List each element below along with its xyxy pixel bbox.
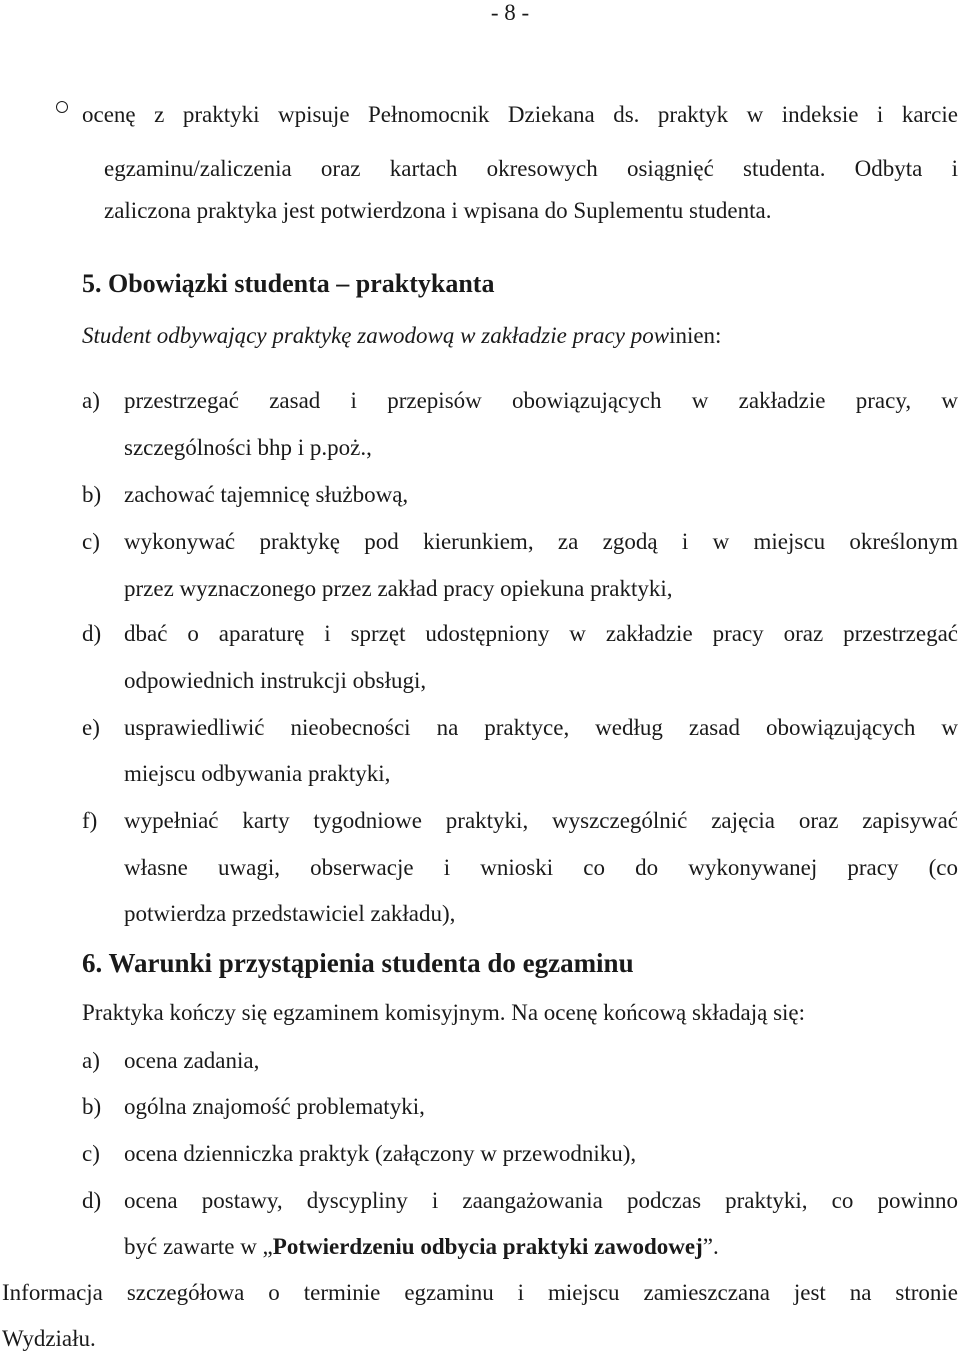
s6-item-d-bold: Potwierdzeniu odbycia praktyki zawodowej — [272, 1234, 703, 1259]
s6-item-d-line-1: ocena postawy, dyscypliny i zaangażowania podczas praktyki, co powinno — [124, 1188, 958, 1213]
item-a-line-1: przestrzegać zasad i przepisów obowiązujących w zakładzie pracy, w — [124, 388, 958, 413]
s6-item-d-line-2 — [124, 1224, 719, 1270]
s6-item-c-letter: c) — [82, 1141, 100, 1166]
section-6-heading: 6. Warunki przystąpienia studenta do egzaminu — [82, 948, 634, 978]
item-d-letter: d) — [82, 621, 102, 646]
section-5-intro — [82, 313, 721, 359]
item-c-letter: c) — [82, 529, 100, 554]
footer-line-2: Wydziału. — [2, 1326, 96, 1351]
footer-line-1: Informacja szczegółowa o terminie egzaminu i miejscu zamieszczana jest na stronie — [2, 1280, 958, 1305]
section-6-intro: Praktyka kończy się egzaminem komisyjnym. Na ocenę końcową składają się: — [82, 1000, 806, 1025]
s6-item-d-letter: d) — [82, 1188, 102, 1213]
item-c-line-2: przez wyznaczonego przez zakład pracy opiekuna praktyki, — [124, 576, 673, 601]
item-e-line-2: miejscu odbywania praktyki, — [124, 761, 391, 786]
item-c-line-1: wykonywać praktykę pod kierunkiem, za zgodą i w miejscu określonym — [124, 529, 958, 554]
item-f-line-2: własne uwagi, obserwacje i wnioski co do wykonywanej pracy (co — [124, 855, 958, 880]
item-b-letter: b) — [82, 482, 102, 507]
item-a-line-2: szczególności bhp i p.poż., — [124, 435, 372, 460]
item-e-letter: e) — [82, 715, 100, 740]
section-5-intro-italic: Student odbywający praktykę zawodową w zakładzie pracy pow — [82, 323, 670, 348]
s6-item-b-letter: b) — [82, 1094, 102, 1119]
item-a-letter: a) — [82, 388, 100, 413]
s6-item-d-suffix: ”. — [702, 1234, 719, 1259]
item-d-line-2: odpowiednich instrukcji obsługi, — [124, 668, 427, 693]
s6-item-b-text: ogólna znajomość problematyki, — [124, 1094, 425, 1119]
item-f-line-3: potwierdza przedstawiciel zakładu), — [124, 901, 456, 926]
bullet-icon — [56, 101, 68, 113]
item-b-line-1: zachować tajemnicę służbową, — [124, 482, 409, 507]
bullet-text-line-2: egzaminu/zaliczenia oraz kartach okresowych osiągnięć studenta. Odbyta i — [104, 156, 958, 181]
page-number: - 8 - — [490, 0, 530, 25]
item-d-line-1: dbać o aparaturę i sprzęt udostępniony w zakładzie pracy oraz przestrzegać — [124, 621, 958, 646]
s6-item-a-letter: a) — [82, 1048, 100, 1073]
s6-item-c-text: ocena dzienniczka praktyk (załączony w przewodniku), — [124, 1141, 637, 1166]
s6-item-a-text: ocena zadania, — [124, 1048, 260, 1073]
bullet-text-line-1: ocenę z praktyki wpisuje Pełnomocnik Dziekana ds. praktyk w indeksie i karcie — [82, 102, 958, 127]
item-f-letter: f) — [82, 808, 98, 833]
item-e-line-1: usprawiedliwić nieobecności na praktyce, według zasad obowiązujących w — [124, 715, 958, 740]
section-5-intro-tail: inien: — [669, 323, 722, 348]
section-5-heading: 5. Obowiązki studenta – praktykanta — [82, 269, 495, 298]
bullet-text-line-3: zaliczona praktyka jest potwierdzona i wpisana do Suplementu studenta. — [104, 198, 772, 223]
s6-item-d-prefix: być zawarte w „ — [124, 1234, 273, 1259]
item-f-line-1: wypełniać karty tygodniowe praktyki, wyszczególnić zajęcia oraz zapisywać — [124, 808, 958, 833]
